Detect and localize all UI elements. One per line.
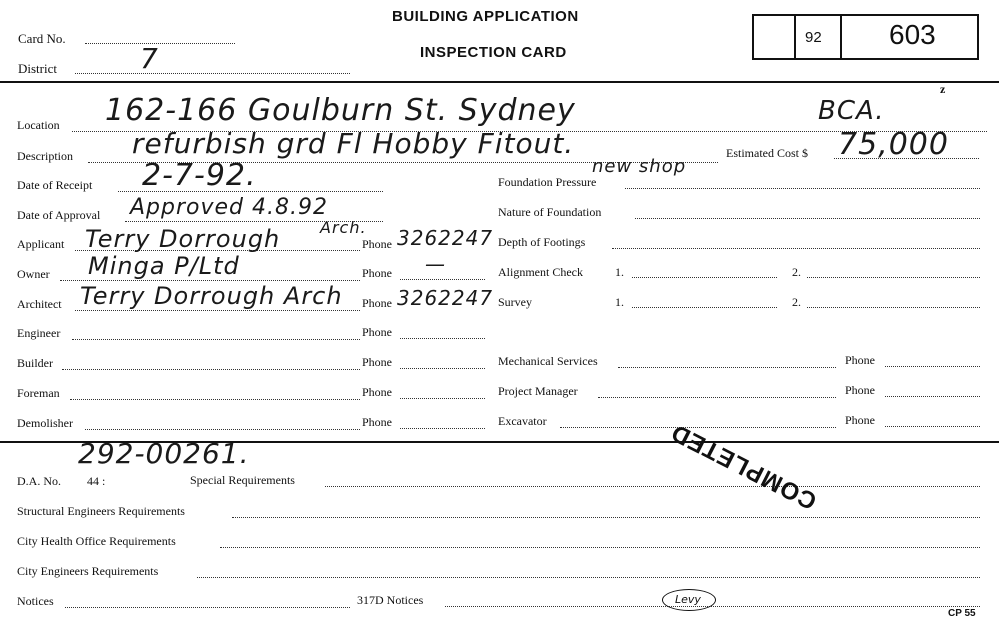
health-label: City Health Office Requirements [17, 534, 176, 548]
engineer-phone-line [400, 338, 485, 339]
survey-num-2: 2. [792, 295, 801, 309]
card-no-label: Card No. [18, 31, 66, 46]
survey-line-1 [632, 307, 777, 308]
district-value: 7 [140, 42, 159, 75]
structural-line [232, 517, 980, 518]
year-cell [794, 16, 842, 58]
builder-phone-label: Phone [362, 355, 392, 369]
demolisher-phone-label: Phone [362, 415, 392, 429]
architect-phone-label: Phone [362, 296, 392, 310]
completed-stamp: COMPLETED [666, 418, 822, 515]
structural-label: Structural Engineers Requirements [17, 504, 185, 518]
applicant-phone-label: Phone [362, 237, 392, 251]
engineer-line [72, 339, 360, 340]
estimated-cost-value: 75,000 [838, 127, 949, 162]
owner-phone-label: Phone [362, 266, 392, 280]
architect-line [75, 310, 360, 311]
project-manager-label: Project Manager [498, 384, 578, 398]
city-engineers-line [197, 577, 980, 578]
special-requirements-line [325, 486, 980, 487]
foundation-pressure-label: Foundation Pressure [498, 175, 597, 189]
demolisher-line [85, 429, 360, 430]
engineer-label: Engineer [17, 326, 61, 340]
alignment-line-2 [807, 277, 980, 278]
da-label: D.A. No. [17, 474, 61, 488]
date-approval-label: Date of Approval [17, 208, 101, 222]
applicant-suffix: Arch. [320, 218, 367, 237]
title-line-1: BUILDING APPLICATION [392, 8, 579, 25]
excavator-label: Excavator [498, 414, 547, 428]
mechanical-phone-line [885, 366, 980, 367]
builder-label: Builder [17, 356, 53, 370]
alignment-check-label: Alignment Check [498, 265, 583, 279]
architect-phone-value: 3262247 [397, 286, 494, 310]
excavator-phone-line [885, 426, 980, 427]
date-receipt-label: Date of Receipt [17, 178, 93, 192]
mechanical-phone-label: Phone [845, 353, 875, 367]
excavator-phone-label: Phone [845, 413, 875, 427]
bca-value: BCA. [818, 96, 885, 126]
foreman-phone-label: Phone [362, 385, 392, 399]
notices-label: Notices [17, 594, 54, 608]
demolisher-label: Demolisher [17, 416, 73, 430]
owner-phone-value: — [425, 252, 446, 276]
alignment-line-1 [632, 277, 777, 278]
architect-value: Terry Dorrough Arch [80, 282, 343, 310]
notices-317d-label: 317D Notices [357, 593, 424, 607]
card-number-value: 603 [889, 19, 936, 50]
location-label: Location [17, 118, 60, 132]
health-line [220, 547, 980, 548]
city-engineers-label: City Engineers Requirements [17, 564, 159, 578]
description-value: refurbish grd Fl Hobby Fitout. [132, 127, 575, 160]
title-line-2: INSPECTION CARD [420, 44, 567, 61]
foreman-phone-line [400, 398, 485, 399]
owner-label: Owner [17, 267, 50, 281]
card-no-line [85, 43, 235, 44]
nature-foundation-label: Nature of Foundation [498, 205, 602, 219]
estimated-cost-label: Estimated Cost $ [726, 146, 808, 160]
corner-mark: z [940, 82, 946, 96]
builder-phone-line [400, 368, 485, 369]
survey-line-2 [807, 307, 980, 308]
applicant-value: Terry Dorrough [85, 225, 281, 253]
survey-num-1: 1. [615, 295, 624, 309]
year-value: 92 [805, 29, 822, 46]
engineer-phone-label: Phone [362, 325, 392, 339]
notices-317d-line [445, 606, 980, 607]
mechanical-line [618, 367, 836, 368]
mechanical-label: Mechanical Services [498, 354, 598, 368]
alignment-num-2: 2. [792, 265, 801, 279]
foreman-line [70, 399, 360, 400]
description-value-2: new shop [592, 156, 687, 177]
project-manager-line [598, 397, 836, 398]
header-divider [0, 81, 999, 83]
applicant-label: Applicant [17, 237, 65, 251]
project-manager-phone-label: Phone [845, 383, 875, 397]
owner-line [60, 280, 360, 281]
nature-foundation-line [635, 218, 980, 219]
applicant-phone-value: 3262247 [397, 226, 494, 250]
notices-line [65, 607, 350, 608]
location-value: 162-166 Goulburn St. Sydney [105, 93, 576, 128]
da-value: 44 : [87, 474, 106, 488]
depth-footings-label: Depth of Footings [498, 235, 586, 249]
date-receipt-value: 2-7-92. [142, 158, 257, 193]
foundation-pressure-line [625, 188, 980, 189]
district-label: District [18, 61, 57, 76]
architect-label: Architect [17, 297, 62, 311]
district-line [75, 73, 350, 74]
foreman-label: Foreman [17, 386, 60, 400]
footer-code: CP 55 [948, 608, 976, 619]
description-label: Description [17, 149, 73, 163]
owner-phone-line [400, 279, 485, 280]
project-manager-phone-line [885, 396, 980, 397]
alignment-num-1: 1. [615, 265, 624, 279]
demolisher-phone-line [400, 428, 485, 429]
depth-footings-line [612, 248, 980, 249]
da-handwritten: 292-00261. [78, 437, 250, 470]
survey-label: Survey [498, 295, 532, 309]
levy-circle [662, 589, 716, 611]
date-approval-value: Approved 4.8.92 [130, 195, 328, 220]
levy-value: Levy [675, 593, 701, 606]
card-number-box [752, 14, 979, 60]
owner-value: Minga P/Ltd [88, 252, 240, 280]
special-requirements-label: Special Requirements [190, 473, 295, 487]
builder-line [62, 369, 360, 370]
